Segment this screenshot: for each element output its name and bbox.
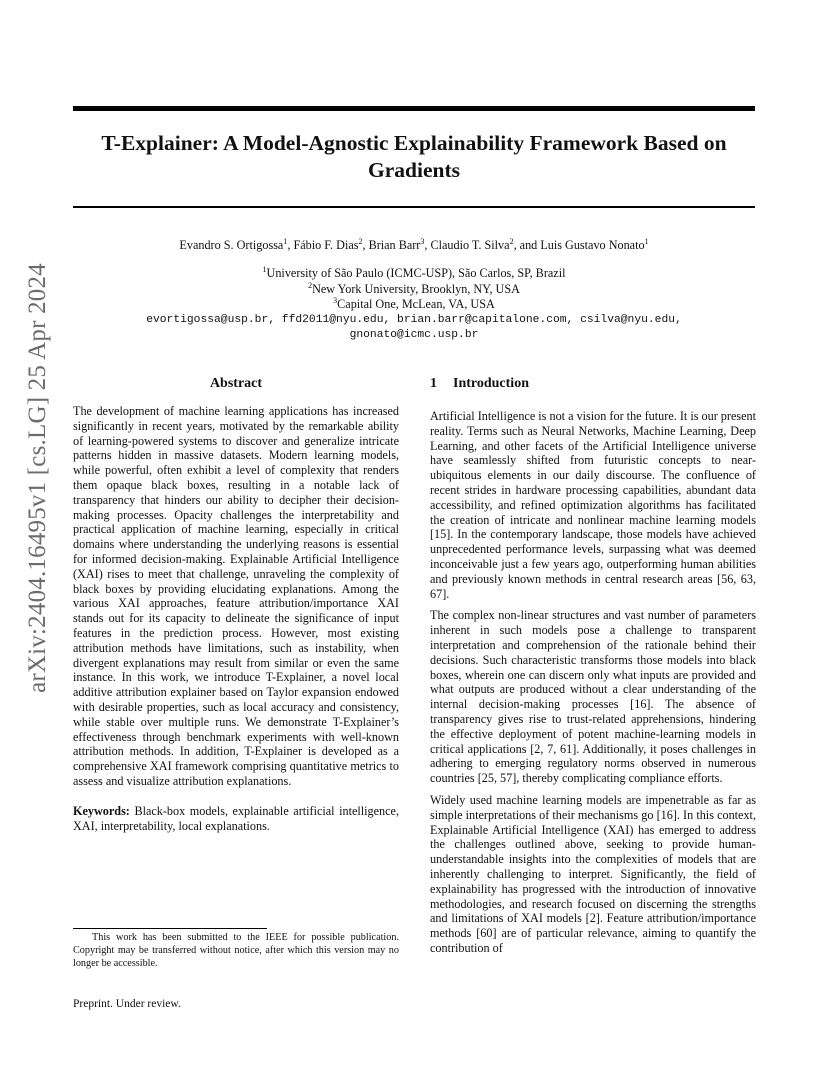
affiliation-text: New York University, Brooklyn, NY, USA — [312, 281, 520, 296]
author-affiliation-mark: 1 — [283, 236, 288, 246]
author-name: Fábio F. Dias — [293, 238, 359, 252]
right-column — [430, 409, 756, 963]
title-bottom-rule — [73, 206, 755, 208]
author-list: Evandro S. Ortigossa$^1$, Fábio F. Dias$^2$, Brian Barr$^3$, Claudio T. Silva$^2$, and Luis Gustavo Nonato$^1$ — [179, 236, 649, 252]
author-name: Evandro S. Ortigossa — [179, 238, 284, 252]
intro-paragraph: The complex non-linear structures and vast number of parameters inherent in such models pose a challenge to transparent interpretation and comprehension of the rationale behind their decisions. Such characteristic transforms those models into black boxes, wherein one can discern only what inputs are provided and what outputs are produced without a clear understanding of the internal decision-making processes [16]. The absence of transparency gives rise to trust-related apprehensions, hindering the effective deployment of potent machine-learning models in critical applications [2, 7, 61]. Additionally, it poses challenges in adhering to emerging regulatory norms observed in numerous countries [25, 57], thereby complicating compliance efforts. — [430, 608, 756, 786]
author-affiliation-mark: 1 — [644, 236, 649, 246]
author-name: Brian Barr — [368, 238, 421, 252]
intro-paragraph: Artificial Intelligence is not a vision for the future. It is our present reality. Terms such as Neural Networks, Machine Learning, Deep Learning, and other facets of the Artificial Intelligence universe have seamlessly shifted from futuristic concepts to near-ubiquitous elements in our daily discourse. The confluence of recent strides in hardware processing capabilities, abundant data accessibility, and refined optimization algorithms has facilitated the creation of intricate and nonlinear machine learning models [15]. In the contemporary landscape, those models have achieved unprecedented performance levels, surpassing what was deemed inconceivable just a few years ago, outperforming human abilities and previously known methods in central research areas [56, 63, 67]. — [430, 409, 756, 601]
section-title: Introduction — [453, 376, 529, 391]
footnote: This work has been submitted to the IEEE for possible publication. Copyright may be transferred without notice, after which this version may no longer be accessible. — [73, 932, 399, 969]
affiliation — [73, 266, 755, 282]
abstract-heading: Abstract — [209, 376, 263, 391]
author-affiliation-mark: 3 — [420, 236, 425, 246]
intro-paragraph: Widely used machine learning models are impenetrable as far as simple interpretations of their mechanisms go [16]. In this context, Explainable Artificial Intelligence (XAI) has emerged to address the challenges outlined above, seeking to provide human-understandable insights into the complexities of models that are inherently challenging to interpret. Significantly, the field of explainability has progressed with the introduction of innovative methodologies, and research focused on discerning the strengths and limitations of XAI models [2]. Feature attribution/importance methods [60] are of particular relevance, aiming to quantify the contribution of — [430, 792, 756, 955]
footnote-rule — [73, 928, 267, 929]
author-affiliation-mark: 2 — [358, 236, 363, 246]
abstract-text: The development of machine learning applications has increased significantly in recent years, motivated by the remarkable ability of learning-powered systems to discover and generalize intricate patterns hidden in massive datasets. Modern learning models, while powerful, often exhibit a level of complexity that renders them opaque black boxes, resulting in a notable lack of transparency that hinders our ability to decipher their decision-making processes. Opacity challenges the interpretability and practical application of machine learning, especially in critical domains where understanding the underlying reasons is essential for informed decision-making. Explainable Artificial Intelligence (XAI) rises to meet that challenge, unraveling the complexity of black boxes by providing elucidating explanations. Among the various XAI approaches, feature attribution/importance XAI stands out for its capacity to delineate the significance of input features in the prediction process. However, most existing attribution methods have limitations, such as instability, when divergent explanations may result from similar or even the same instance. In this work, we introduce T-Explainer, a novel local additive attribution explainer based on Taylor expansion endowed with desirable properties, such as local accuracy and consistency, while stable over multiple runs. We demonstrate T-Explainer’s effectiveness through benchmark experiments with well-known attribution methods. In addition, T-Explainer is developed as a comprehensive XAI framework comprising quantitative metrics to assess and visualize attribution explanations. — [73, 404, 399, 788]
section-heading-introduction — [430, 376, 529, 392]
paper-title: T-Explainer: A Model-Agnostic Explainability Framework Based on Gradients — [101, 131, 727, 182]
arxiv-identifier-stamp: arXiv:2404.16495v1 [cs.LG] 25 Apr 2024 — [24, 263, 51, 693]
affiliation-text: Capital One, McLean, VA, USA — [337, 297, 495, 311]
author-emails[interactable]: evortigossa@usp.br, ffd2011@nyu.edu, brian.barr@capitalone.com, csilva@nyu.edu, — [146, 313, 682, 326]
author-affiliation-mark: 2 — [509, 236, 514, 246]
keywords-label: Keywords: — [73, 803, 130, 818]
affiliation — [73, 282, 755, 298]
keywords — [73, 804, 399, 834]
section-number: 1 — [430, 376, 437, 391]
title-top-rule — [73, 106, 755, 111]
affiliation-block — [73, 266, 755, 344]
affiliation-number: 1 — [262, 264, 267, 274]
affiliation-number: 3 — [333, 295, 338, 305]
affiliation-text: University of São Paulo (ICMC-USP), São Carlos, SP, Brazil — [266, 266, 566, 280]
affiliation-number: 2 — [308, 280, 313, 290]
author-name: Luis Gustavo Nonato — [540, 238, 645, 252]
left-column — [73, 404, 399, 840]
author-emails[interactable]: gnonato@icmc.usp.br — [349, 329, 479, 341]
author-name: Claudio T. Silva — [430, 238, 510, 252]
preprint-notice: Preprint. Under review. — [73, 998, 181, 1010]
keywords-text: Black-box models, explainable artificial intelligence, XAI, interpretability, local explanations. — [73, 803, 399, 833]
affiliation — [73, 297, 755, 313]
